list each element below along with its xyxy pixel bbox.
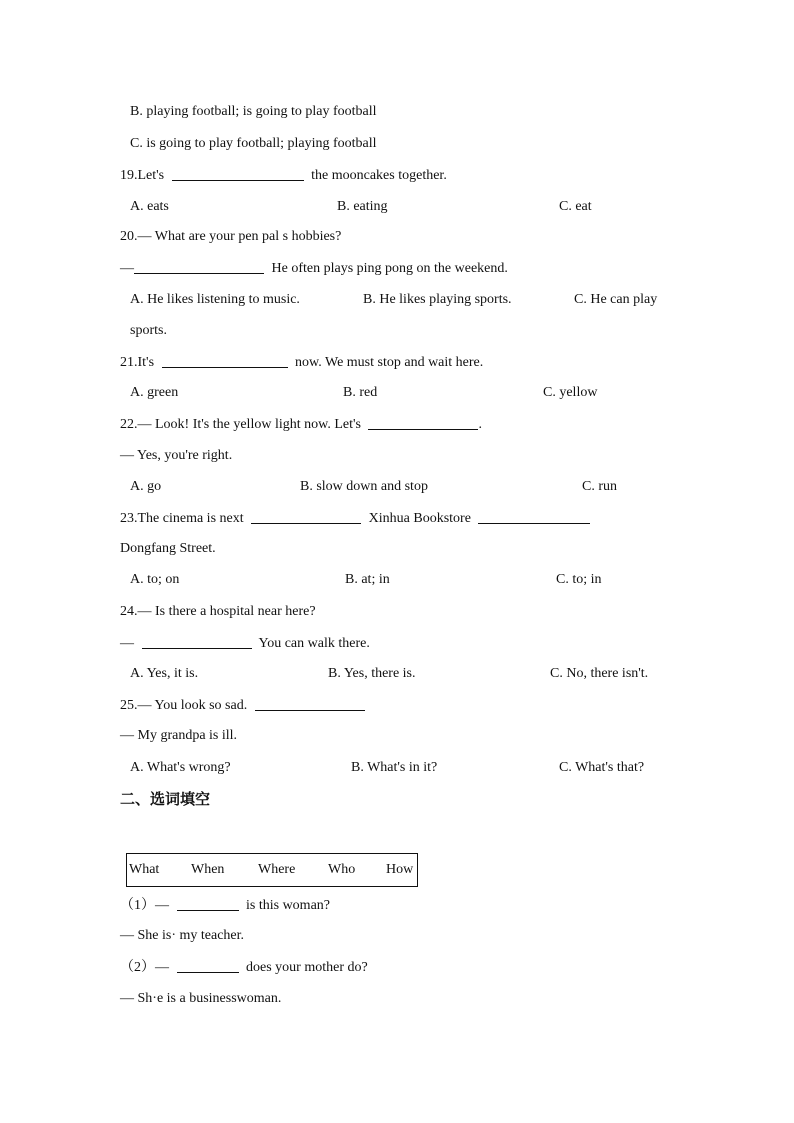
fill-q2-blank[interactable] <box>177 958 239 973</box>
fill-q1-blank[interactable] <box>177 896 239 911</box>
word-bank-who: Who <box>328 862 356 877</box>
q21-suffix: now. We must stop and wait here. <box>295 355 484 370</box>
word-bank-when: When <box>191 862 225 877</box>
q22-suffix: . <box>478 417 482 432</box>
q23-question <box>120 509 590 528</box>
fill-q1-suffix: is this woman? <box>246 898 330 913</box>
q25-option-a: A. What's wrong? <box>130 760 231 775</box>
q22-reply: — Yes, you're right. <box>120 448 233 463</box>
q20-blank[interactable] <box>134 259 264 274</box>
q20-answer-prefix: — <box>120 261 134 276</box>
q24-answer-suffix: You can walk there. <box>258 636 370 651</box>
q24-question: 24.— Is there a hospital near here? <box>120 604 316 619</box>
q22-prefix: 22.— Look! It's the yellow light now. Let's <box>120 417 361 432</box>
q24-option-a: A. Yes, it is. <box>130 666 199 681</box>
q19-option-a: A. eats <box>130 199 169 214</box>
q19-option-c: C. eat <box>559 199 592 214</box>
q19-blank[interactable] <box>172 166 304 181</box>
q23-option-c: C. to; in <box>556 572 602 587</box>
q24-answer-prefix: — <box>120 636 134 651</box>
q19-prefix: 19.Let's <box>120 168 165 183</box>
section-2-title: 二、选词填空 <box>120 790 211 808</box>
q21-prefix: 21.It's <box>120 355 155 370</box>
q23-option-b: B. at; in <box>345 572 390 587</box>
q24-blank[interactable] <box>142 634 252 649</box>
q24-answer <box>120 634 370 653</box>
q23-mid: Xinhua Bookstore <box>368 511 471 526</box>
q25-question <box>120 696 365 715</box>
q20-option-a: A. He likes listening to music. <box>130 292 300 307</box>
fill-q1-prefix: （1）— <box>120 898 169 913</box>
q20-answer-suffix: He often plays ping pong on the weekend. <box>271 261 508 276</box>
q24-option-b: B. Yes, there is. <box>328 666 416 681</box>
q21-question <box>120 353 483 372</box>
q20-option-b: B. He likes playing sports. <box>363 292 512 307</box>
word-bank-where: Where <box>258 862 296 877</box>
word-bank-box <box>126 853 418 887</box>
q20-answer <box>120 259 508 278</box>
q25-question-text: 25.— You look so sad. <box>120 698 248 713</box>
fill-q2-reply: — Sh·e is a businesswoman. <box>120 991 282 1006</box>
q25-option-c: C. What's that? <box>559 760 645 775</box>
q22-option-c: C. run <box>582 479 617 494</box>
q22-option-b: B. slow down and stop <box>300 479 428 494</box>
q20-option-c: C. He can play <box>574 292 658 307</box>
q19-suffix: the mooncakes together. <box>311 168 447 183</box>
q21-option-b: B. red <box>343 385 378 400</box>
fill-q2-prefix: （2）— <box>120 960 169 975</box>
q25-option-b: B. What's in it? <box>351 760 438 775</box>
fill-q1 <box>120 896 330 915</box>
q22-option-a: A. go <box>130 479 162 494</box>
word-bank-how: How <box>386 862 414 877</box>
q22-question <box>120 415 482 434</box>
q18-option-c: C. is going to play football; playing football <box>130 136 377 151</box>
q25-reply: — My grandpa is ill. <box>120 728 238 743</box>
fill-q2-suffix: does your mother do? <box>246 960 368 975</box>
q21-option-c: C. yellow <box>543 385 598 400</box>
fill-q1-reply: — She is· my teacher. <box>120 928 245 943</box>
q21-blank[interactable] <box>162 353 288 368</box>
q21-option-a: A. green <box>130 385 179 400</box>
q19-option-b: B. eating <box>337 199 388 214</box>
q23-blank-2[interactable] <box>478 509 590 524</box>
word-bank-what: What <box>129 862 160 877</box>
q23-prefix: 23.The cinema is next <box>120 511 244 526</box>
q20-option-wrap: sports. <box>130 323 167 338</box>
q18-option-b: B. playing football; is going to play football <box>130 104 377 119</box>
fill-q2 <box>120 958 368 977</box>
q20-question: 20.— What are your pen pal s hobbies? <box>120 229 342 244</box>
q25-blank[interactable] <box>255 696 365 711</box>
q23-option-a: A. to; on <box>130 572 180 587</box>
q19-question <box>120 166 447 185</box>
q23-blank-1[interactable] <box>251 509 361 524</box>
q23-wrap: Dongfang Street. <box>120 541 216 556</box>
q24-option-c: C. No, there isn't. <box>550 666 649 681</box>
q22-blank[interactable] <box>368 415 478 430</box>
